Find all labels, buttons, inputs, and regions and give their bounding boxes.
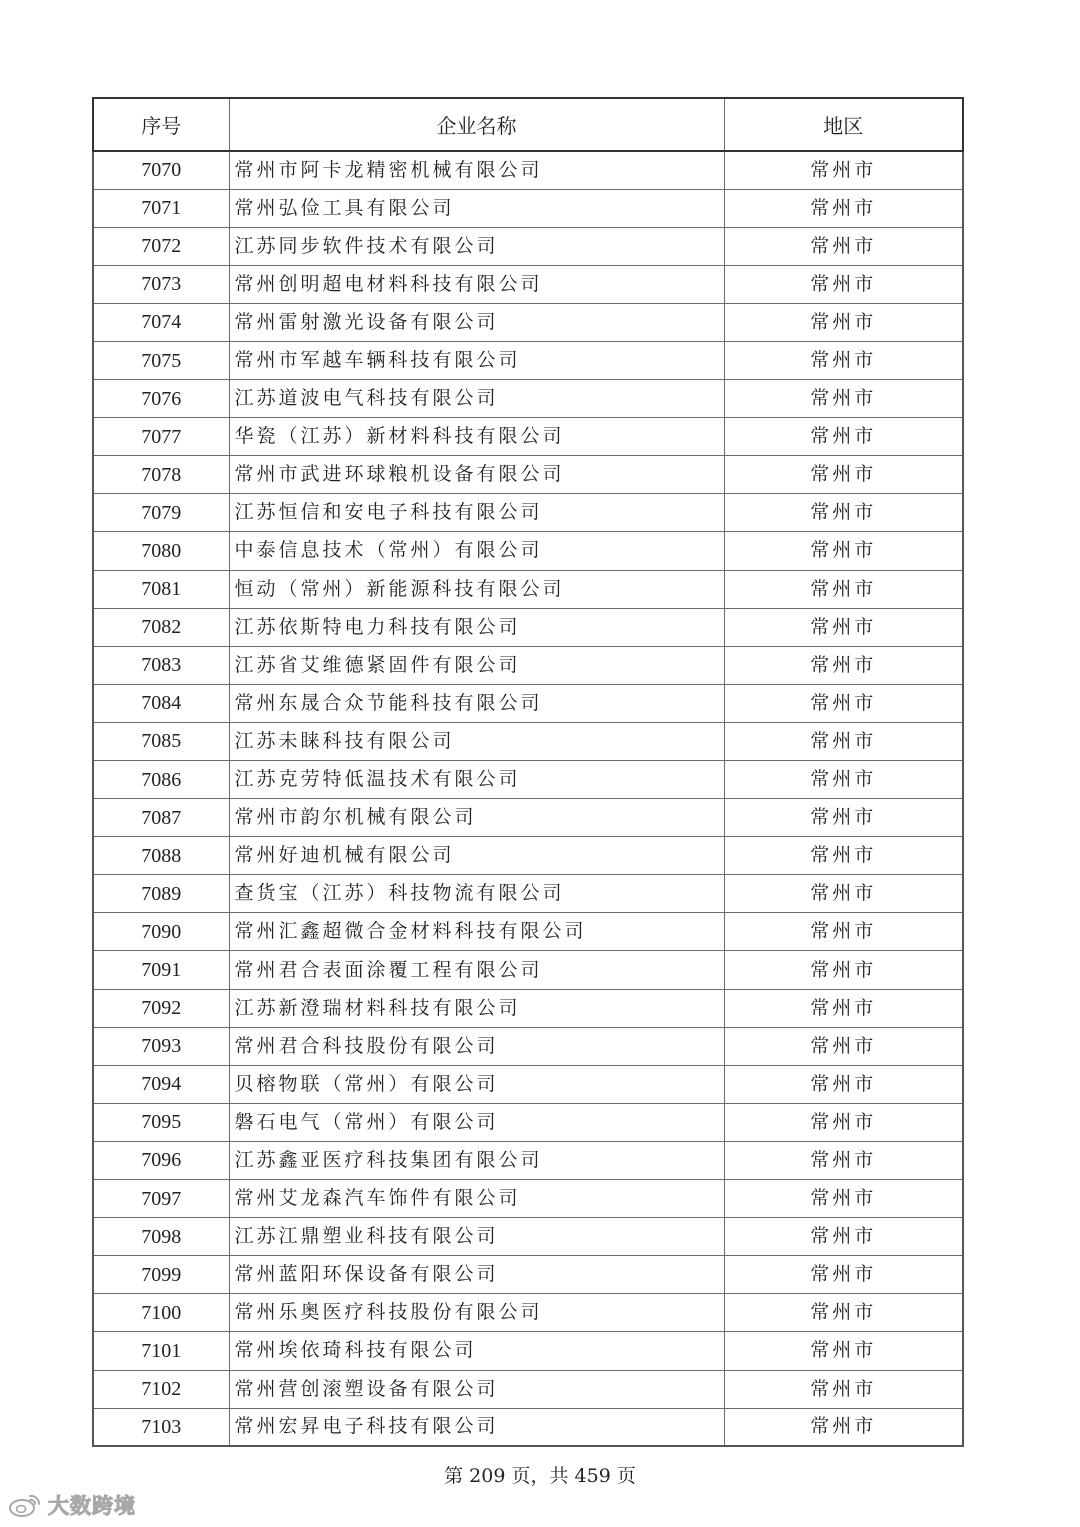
- region-cell: 常州市: [724, 1218, 963, 1256]
- serial-number-cell: 7087: [93, 799, 229, 837]
- serial-number-cell: 7101: [93, 1332, 229, 1370]
- company-name-cell: 常州市阿卡龙精密机械有限公司: [229, 151, 724, 189]
- table-row: [93, 608, 963, 646]
- serial-number-cell: 7100: [93, 1294, 229, 1332]
- header-region: 地区: [724, 98, 963, 151]
- watermark: [8, 1490, 136, 1520]
- region-cell: 常州市: [724, 380, 963, 418]
- region-cell: 常州市: [724, 1027, 963, 1065]
- serial-number-cell: 7085: [93, 722, 229, 760]
- table-row: [93, 380, 963, 418]
- region-cell: 常州市: [724, 646, 963, 684]
- company-name-cell: 江苏恒信和安电子科技有限公司: [229, 494, 724, 532]
- table-row: [93, 1027, 963, 1065]
- serial-number-cell: 7089: [93, 875, 229, 913]
- company-name-cell: 查货宝（江苏）科技物流有限公司: [229, 875, 724, 913]
- table-row: [93, 761, 963, 799]
- company-name-cell: 常州好迪机械有限公司: [229, 837, 724, 875]
- serial-number-cell: 7083: [93, 646, 229, 684]
- serial-number-cell: 7097: [93, 1180, 229, 1218]
- region-cell: 常州市: [724, 189, 963, 227]
- company-name-cell: 常州宏昇电子科技有限公司: [229, 1408, 724, 1446]
- region-cell: 常州市: [724, 1408, 963, 1446]
- header-company-name: 企业名称: [229, 98, 724, 151]
- region-cell: 常州市: [724, 532, 963, 570]
- table-row: [93, 989, 963, 1027]
- serial-number-cell: 7092: [93, 989, 229, 1027]
- serial-number-cell: 7070: [93, 151, 229, 189]
- weibo-logo-icon: [8, 1492, 42, 1518]
- company-name-cell: 常州雷射激光设备有限公司: [229, 303, 724, 341]
- company-name-cell: 常州君合科技股份有限公司: [229, 1027, 724, 1065]
- watermark-text: 大数跨境: [48, 1494, 136, 1518]
- region-cell: 常州市: [724, 1065, 963, 1103]
- serial-number-cell: 7078: [93, 456, 229, 494]
- company-name-cell: 贝榕物联（常州）有限公司: [229, 1065, 724, 1103]
- company-name-cell: 常州营创滚塑设备有限公司: [229, 1370, 724, 1408]
- company-name-cell: 常州乐奥医疗科技股份有限公司: [229, 1294, 724, 1332]
- region-cell: 常州市: [724, 1141, 963, 1179]
- serial-number-cell: 7099: [93, 1256, 229, 1294]
- region-cell: 常州市: [724, 1256, 963, 1294]
- serial-number-cell: 7079: [93, 494, 229, 532]
- company-name-cell: 常州市韵尔机械有限公司: [229, 799, 724, 837]
- company-list-table: [92, 97, 964, 1447]
- table-header-row: [93, 98, 963, 151]
- company-name-cell: 常州艾龙森汽车饰件有限公司: [229, 1180, 724, 1218]
- company-name-cell: 常州弘俭工具有限公司: [229, 189, 724, 227]
- region-cell: 常州市: [724, 1294, 963, 1332]
- region-cell: 常州市: [724, 1180, 963, 1218]
- table-row: [93, 494, 963, 532]
- region-cell: 常州市: [724, 303, 963, 341]
- serial-number-cell: 7096: [93, 1141, 229, 1179]
- region-cell: 常州市: [724, 151, 963, 189]
- table-row: [93, 1408, 963, 1446]
- serial-number-cell: 7095: [93, 1103, 229, 1141]
- region-cell: 常州市: [724, 913, 963, 951]
- table-row: [93, 1065, 963, 1103]
- serial-number-cell: 7074: [93, 303, 229, 341]
- table-row: [93, 722, 963, 760]
- company-name-cell: 磐石电气（常州）有限公司: [229, 1103, 724, 1141]
- company-list-table-container: [92, 97, 962, 1447]
- table-row: [93, 1332, 963, 1370]
- serial-number-cell: 7077: [93, 418, 229, 456]
- company-name-cell: 江苏未睐科技有限公司: [229, 722, 724, 760]
- company-name-cell: 常州蓝阳环保设备有限公司: [229, 1256, 724, 1294]
- serial-number-cell: 7082: [93, 608, 229, 646]
- company-name-cell: 江苏依斯特电力科技有限公司: [229, 608, 724, 646]
- serial-number-cell: 7080: [93, 532, 229, 570]
- table-row: [93, 265, 963, 303]
- serial-number-cell: 7073: [93, 265, 229, 303]
- table-row: [93, 1180, 963, 1218]
- table-row: [93, 456, 963, 494]
- table-row: [93, 227, 963, 265]
- serial-number-cell: 7076: [93, 380, 229, 418]
- region-cell: 常州市: [724, 1332, 963, 1370]
- table-body: [93, 151, 963, 1446]
- company-name-cell: 江苏道波电气科技有限公司: [229, 380, 724, 418]
- region-cell: 常州市: [724, 761, 963, 799]
- region-cell: 常州市: [724, 837, 963, 875]
- company-name-cell: 中泰信息技术（常州）有限公司: [229, 532, 724, 570]
- serial-number-cell: 7102: [93, 1370, 229, 1408]
- company-name-cell: 常州埃依琦科技有限公司: [229, 1332, 724, 1370]
- company-name-cell: 常州市武进环球粮机设备有限公司: [229, 456, 724, 494]
- table-row: [93, 532, 963, 570]
- table-row: [93, 1370, 963, 1408]
- region-cell: 常州市: [724, 1370, 963, 1408]
- region-cell: 常州市: [724, 989, 963, 1027]
- table-row: [93, 913, 963, 951]
- table-row: [93, 1103, 963, 1141]
- page-number-footer: 第 209 页，共 459 页: [444, 1465, 636, 1487]
- region-cell: 常州市: [724, 265, 963, 303]
- region-cell: 常州市: [724, 684, 963, 722]
- company-name-cell: 恒动（常州）新能源科技有限公司: [229, 570, 724, 608]
- table-row: [93, 951, 963, 989]
- region-cell: 常州市: [724, 227, 963, 265]
- serial-number-cell: 7088: [93, 837, 229, 875]
- company-name-cell: 华瓷（江苏）新材料科技有限公司: [229, 418, 724, 456]
- company-name-cell: 江苏克劳特低温技术有限公司: [229, 761, 724, 799]
- serial-number-cell: 7084: [93, 684, 229, 722]
- table-row: [93, 837, 963, 875]
- serial-number-cell: 7071: [93, 189, 229, 227]
- table-row: [93, 646, 963, 684]
- table-row: [93, 799, 963, 837]
- region-cell: 常州市: [724, 875, 963, 913]
- table-row: [93, 418, 963, 456]
- serial-number-cell: 7075: [93, 341, 229, 379]
- serial-number-cell: 7093: [93, 1027, 229, 1065]
- serial-number-cell: 7094: [93, 1065, 229, 1103]
- table-row: [93, 1256, 963, 1294]
- table-row: [93, 341, 963, 379]
- company-name-cell: 常州东晟合众节能科技有限公司: [229, 684, 724, 722]
- region-cell: 常州市: [724, 722, 963, 760]
- table-row: [93, 303, 963, 341]
- company-name-cell: 常州市军越车辆科技有限公司: [229, 341, 724, 379]
- header-serial-number: 序号: [93, 98, 229, 151]
- company-name-cell: 江苏鑫亚医疗科技集团有限公司: [229, 1141, 724, 1179]
- company-name-cell: 江苏同步软件技术有限公司: [229, 227, 724, 265]
- company-name-cell: 常州汇鑫超微合金材料科技有限公司: [229, 913, 724, 951]
- company-name-cell: 江苏新澄瑞材料科技有限公司: [229, 989, 724, 1027]
- region-cell: 常州市: [724, 1103, 963, 1141]
- region-cell: 常州市: [724, 494, 963, 532]
- table-row: [93, 189, 963, 227]
- table-row: [93, 1218, 963, 1256]
- serial-number-cell: 7098: [93, 1218, 229, 1256]
- table-row: [93, 875, 963, 913]
- region-cell: 常州市: [724, 951, 963, 989]
- region-cell: 常州市: [724, 570, 963, 608]
- serial-number-cell: 7081: [93, 570, 229, 608]
- table-row: [93, 1294, 963, 1332]
- company-name-cell: 江苏江鼎塑业科技有限公司: [229, 1218, 724, 1256]
- company-name-cell: 常州创明超电材料科技有限公司: [229, 265, 724, 303]
- serial-number-cell: 7103: [93, 1408, 229, 1446]
- region-cell: 常州市: [724, 456, 963, 494]
- region-cell: 常州市: [724, 341, 963, 379]
- table-row: [93, 151, 963, 189]
- table-row: [93, 1141, 963, 1179]
- serial-number-cell: 7086: [93, 761, 229, 799]
- table-row: [93, 684, 963, 722]
- table-row: [93, 570, 963, 608]
- serial-number-cell: 7090: [93, 913, 229, 951]
- company-name-cell: 常州君合表面涂覆工程有限公司: [229, 951, 724, 989]
- serial-number-cell: 7091: [93, 951, 229, 989]
- serial-number-cell: 7072: [93, 227, 229, 265]
- region-cell: 常州市: [724, 418, 963, 456]
- company-name-cell: 江苏省艾维德紧固件有限公司: [229, 646, 724, 684]
- region-cell: 常州市: [724, 799, 963, 837]
- region-cell: 常州市: [724, 608, 963, 646]
